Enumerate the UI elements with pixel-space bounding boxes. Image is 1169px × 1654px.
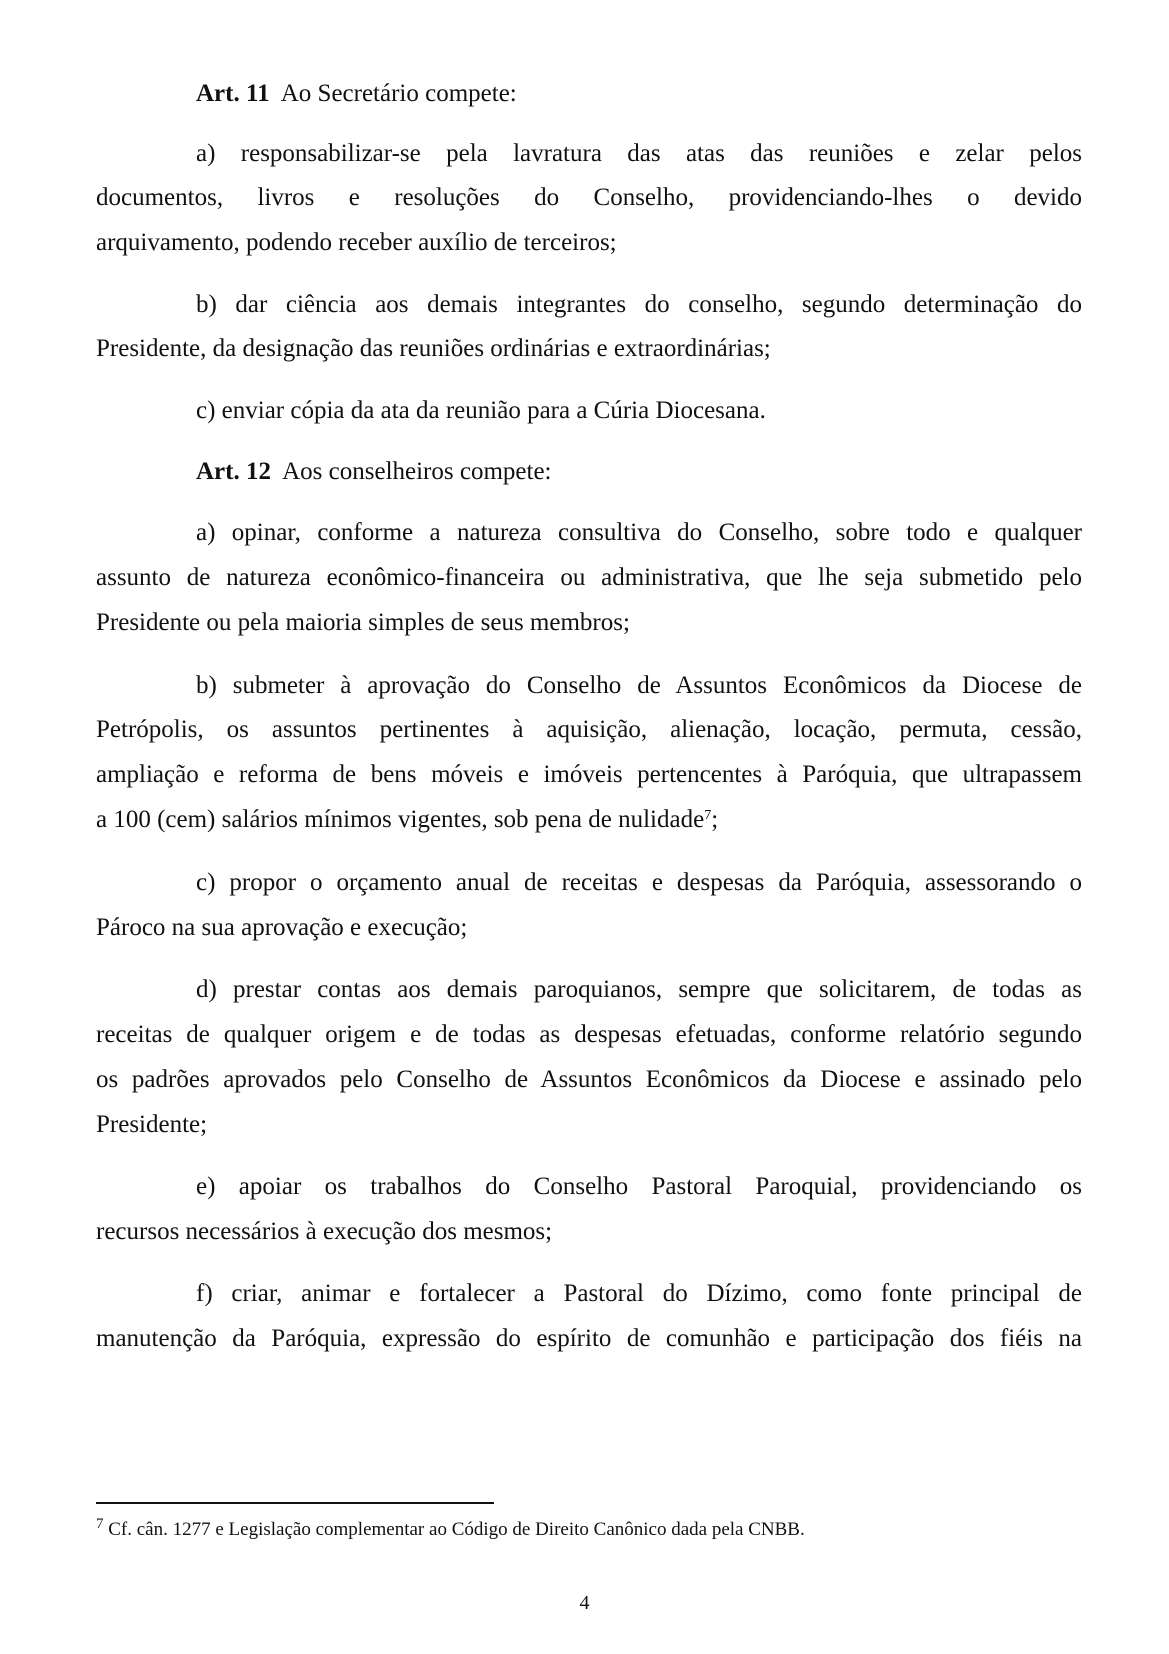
art12-item-f-line1: f) criar, animar e fortalecer a Pastoral do Dízimo, como fonte principal de <box>196 1280 1082 1307</box>
article-12-heading: Art. 12 Aos conselheiros compete: <box>196 458 552 485</box>
footnote-divider <box>96 1502 494 1504</box>
art12-item-f-line2: manutenção da Paróquia, expressão do espírito de comunhão e participação dos fiéis na <box>96 1325 1082 1352</box>
footnote-text: Cf. cân. 1277 e Legislação complementar ao Código de Direito Canônico dada pela CNBB. <box>108 1519 805 1540</box>
art11-item-a-line3: arquivamento, podendo receber auxílio de terceiros; <box>96 229 617 256</box>
art12-item-d-line3: os padrões aprovados pelo Conselho de Assuntos Econômicos da Diocese e assinado pelo <box>96 1066 1082 1093</box>
art12-item-d-line1: d) prestar contas aos demais paroquianos, sempre que solicitarem, de todas as <box>196 976 1082 1003</box>
article-11-heading: Art. 11 Ao Secretário compete: <box>196 80 517 107</box>
footnote <box>96 1518 805 1542</box>
art12-item-e-line1: e) apoiar os trabalhos do Conselho Pastoral Paroquial, providenciando os <box>196 1173 1082 1200</box>
art12-item-a-line2: assunto de natureza econômico-financeira ou administrativa, que lhe seja submetido pelo <box>96 564 1082 591</box>
art12-item-d-line4: Presidente; <box>96 1111 208 1138</box>
art11-item-b-line1: b) dar ciência aos demais integrantes do conselho, segundo determinação do <box>196 291 1082 318</box>
footnote-number: 7 <box>96 1516 104 1532</box>
art12-item-b-line1: b) submeter à aprovação do Conselho de Assuntos Econômicos da Diocese de <box>196 672 1082 699</box>
art12-item-c-line1: c) propor o orçamento anual de receitas e despesas da Paróquia, assessorando o <box>196 869 1082 896</box>
page-number: 4 <box>579 1592 590 1614</box>
art12-item-b-line3: ampliação e reforma de bens móveis e imóveis pertencentes à Paróquia, que ultrapassem <box>96 761 1082 788</box>
art11-item-b-line2: Presidente, da designação das reuniões ordinárias e extraordinárias; <box>96 335 771 362</box>
art12-item-d-line2: receitas de qualquer origem e de todas as despesas efetuadas, conforme relatório segundo <box>96 1021 1082 1048</box>
art12-item-a-line1: a) opinar, conforme a natureza consultiva do Conselho, sobre todo e qualquer <box>196 519 1082 546</box>
art11-item-c-line1: c) enviar cópia da ata da reunião para a Cúria Diocesana. <box>196 397 766 424</box>
art11-item-a-line2: documentos, livros e resoluções do Conselho, providenciando-lhes o devido <box>96 184 1082 211</box>
art12-item-a-line3: Presidente ou pela maioria simples de seus membros; <box>96 609 630 636</box>
art12-item-b-line2: Petrópolis, os assuntos pertinentes à aquisição, alienação, locação, permuta, cessão, <box>96 716 1082 743</box>
footnote-ref[interactable]: 7 <box>704 808 712 823</box>
art12-item-c-line2: Pároco na sua aprovação e execução; <box>96 914 468 941</box>
art11-item-a-line1: a) responsabilizar-se pela lavratura das atas das reuniões e zelar pelos <box>196 140 1082 167</box>
art12-item-b-line4: a 100 (cem) salários mínimos vigentes, sob pena de nulidade$^7$; <box>96 806 719 833</box>
art12-item-e-line2: recursos necessários à execução dos mesmos; <box>96 1218 553 1245</box>
